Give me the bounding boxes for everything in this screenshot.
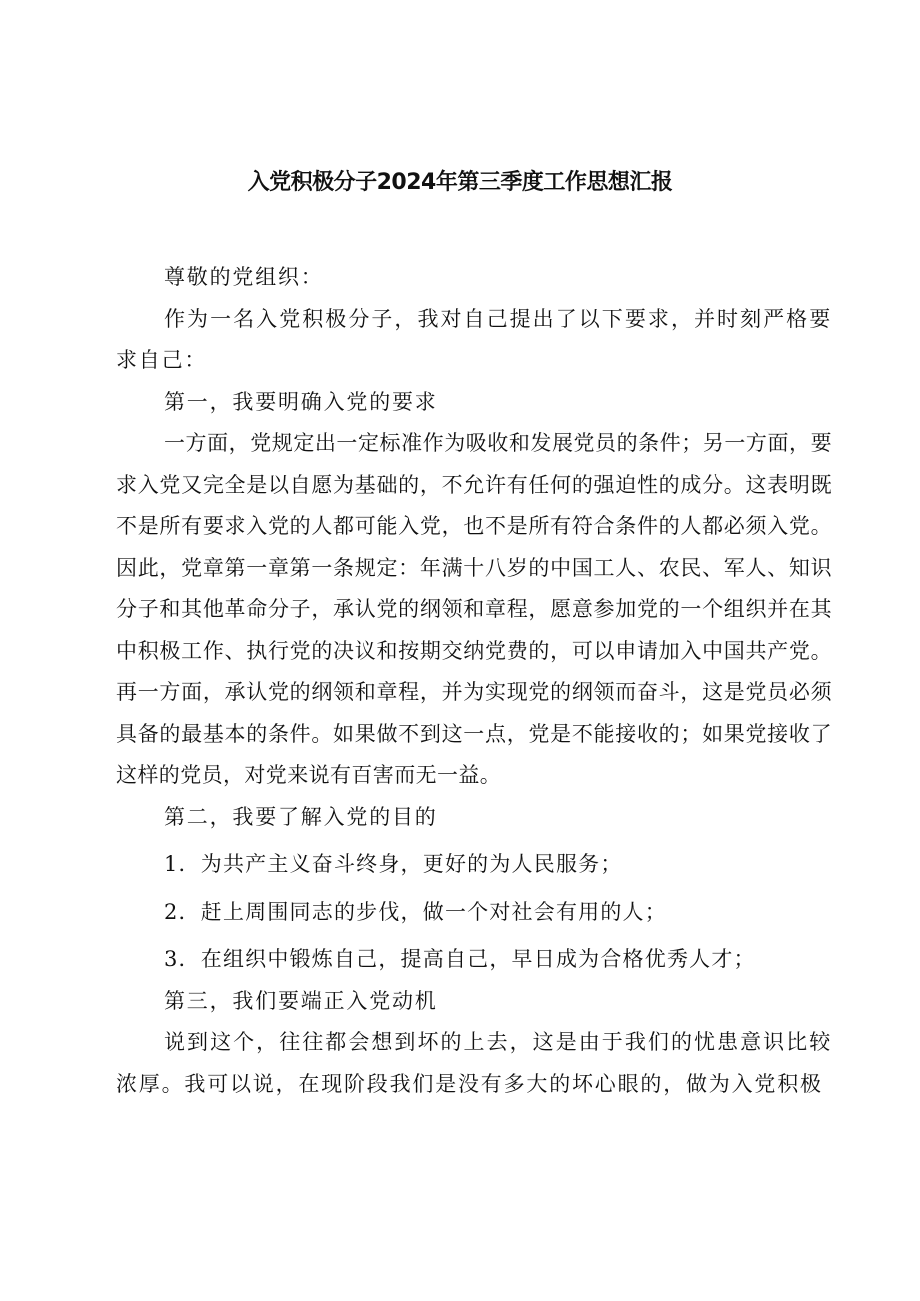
section-2-item-3: 3．在组织中锻炼自己，提高自己，早日成为合格优秀人才； — [164, 947, 756, 971]
section-2-heading: 第二，我要了解入党的目的 — [164, 804, 438, 829]
section-1-heading: 第一，我要明确入党的要求 — [164, 389, 438, 414]
section-2-item-2: 2．赶上周围同志的步伐，做一个对社会有用的人； — [164, 899, 667, 924]
section-3-heading: 第三，我们要端正入党动机 — [164, 988, 438, 1013]
section-1-body: 一方面，党规定出一定标准作为吸收和发展党员的条件；另一方面，要求入党又完全是以自愿为基础的，不允许有任何的强迫性的成分。这表明既不是所有要求入党的人都可能入党，也不是所有符合条件的人都必须入党。因此，党章第一章第一条规定：年满十八岁的中国工人、农民、军人、知识分子和其他革命分子，承认党的纲领和章程，愿意参加党的一个组织并在其中积极工作、执行党的决议和按期交纳党费的，可以申请加入中国共产党。再一方面，承认党的纲领和章程，并为实现党的纲领而奋斗，这是党员必须具备的最基本的条件。如果做不到这一点，党是不能接收的；如果党接收了这样的党员，对党来说有百害而无一益。 — [116, 431, 832, 787]
document-body — [116, 257, 832, 1105]
salutation: 尊敬的党组织： — [164, 265, 324, 289]
document-title: 入党积极分子2024年第三季度工作思想汇报 — [247, 170, 673, 195]
section-3-body: 说到这个，往往都会想到坏的上去，这是由于我们的忧患意识比较浓厚。我可以说，在现阶段我们是没有多大的坏心眼的，做为入党积极 — [116, 1030, 832, 1096]
section-2-item-1: 1．为共产主义奋斗终身，更好的为人民服务； — [164, 852, 623, 876]
intro-paragraph: 作为一名入党积极分子，我对自己提出了以下要求，并时刻严格要求自己： — [116, 306, 832, 372]
